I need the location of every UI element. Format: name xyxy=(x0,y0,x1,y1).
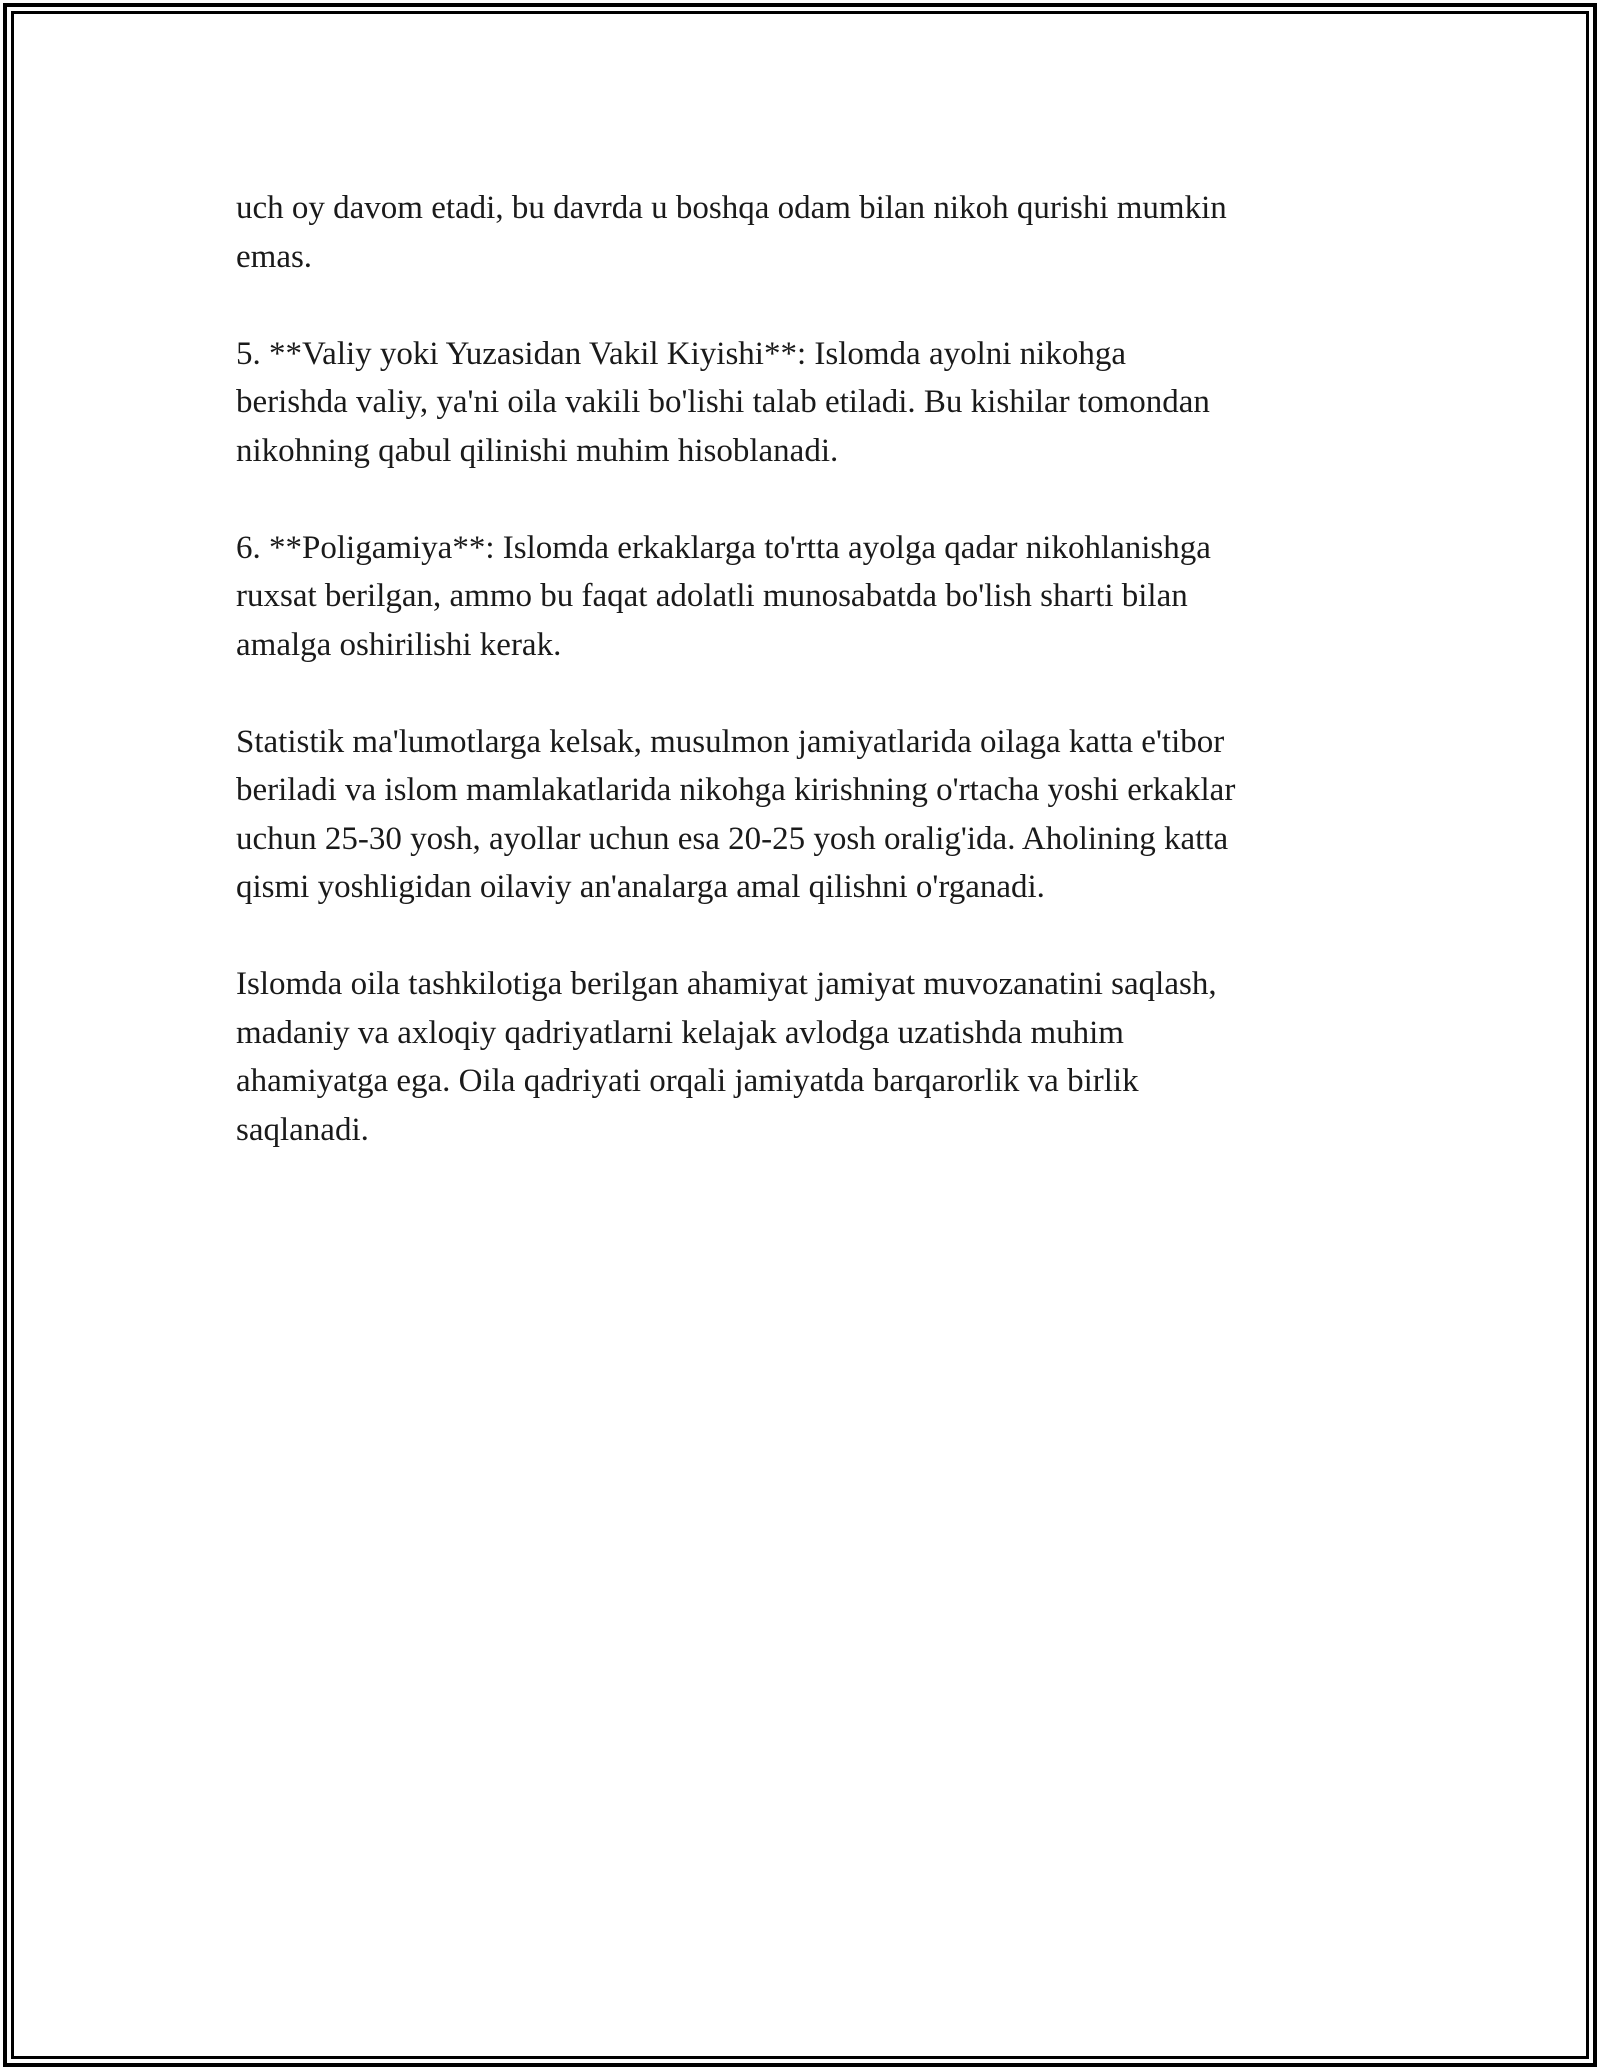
paragraph-waiting-period: uch oy davom etadi, bu davrda u boshqa odam bilan nikoh qurishi mumkin emas. xyxy=(236,190,1227,275)
paragraph-guardian: 5. **Valiy yoki Yuzasidan Vakil Kiyishi**: Islomda ayolni nikohga berishda valiy, ya'ni oila vakili bo'lishi talab etiladi. Bu kishilar tomondan nikohning qabul qilinishi muhim hisoblanadi. xyxy=(236,335,1210,469)
paragraph-polygamy: 6. **Poligamiya**: Islomda erkaklarga to'rtta ayolga qadar nikohlanishga ruxsat berilgan, ammo bu faqat adolatli munosabatda bo'lish sharti bilan amalga oshirilishi kerak. xyxy=(236,529,1211,663)
paragraph-statistics: Statistik ma'lumotlarga kelsak, musulmon jamiyatlarida oilaga katta e'tibor beriladi va islom mamlakatlarida nikohga kirishning o'rtacha yoshi erkaklar uchun 25-30 yosh, ayollar uchun esa 20-25 yosh oralig'ida. Aholining katta qismi yoshligidan oilaviy an'analarga amal qilishni o'rganadi. xyxy=(236,723,1236,905)
paragraph-conclusion: Islomda oila tashkilotiga berilgan ahamiyat jamiyat muvozanatini saqlash, madaniy va axloqiy qadriyatlarni kelajak avlodga uzatishda muhim ahamiyatga ega. Oila qadriyati orqali jamiyatda barqarorlik va birlik saqlanadi. xyxy=(236,966,1217,1148)
document-body xyxy=(236,184,1366,1154)
